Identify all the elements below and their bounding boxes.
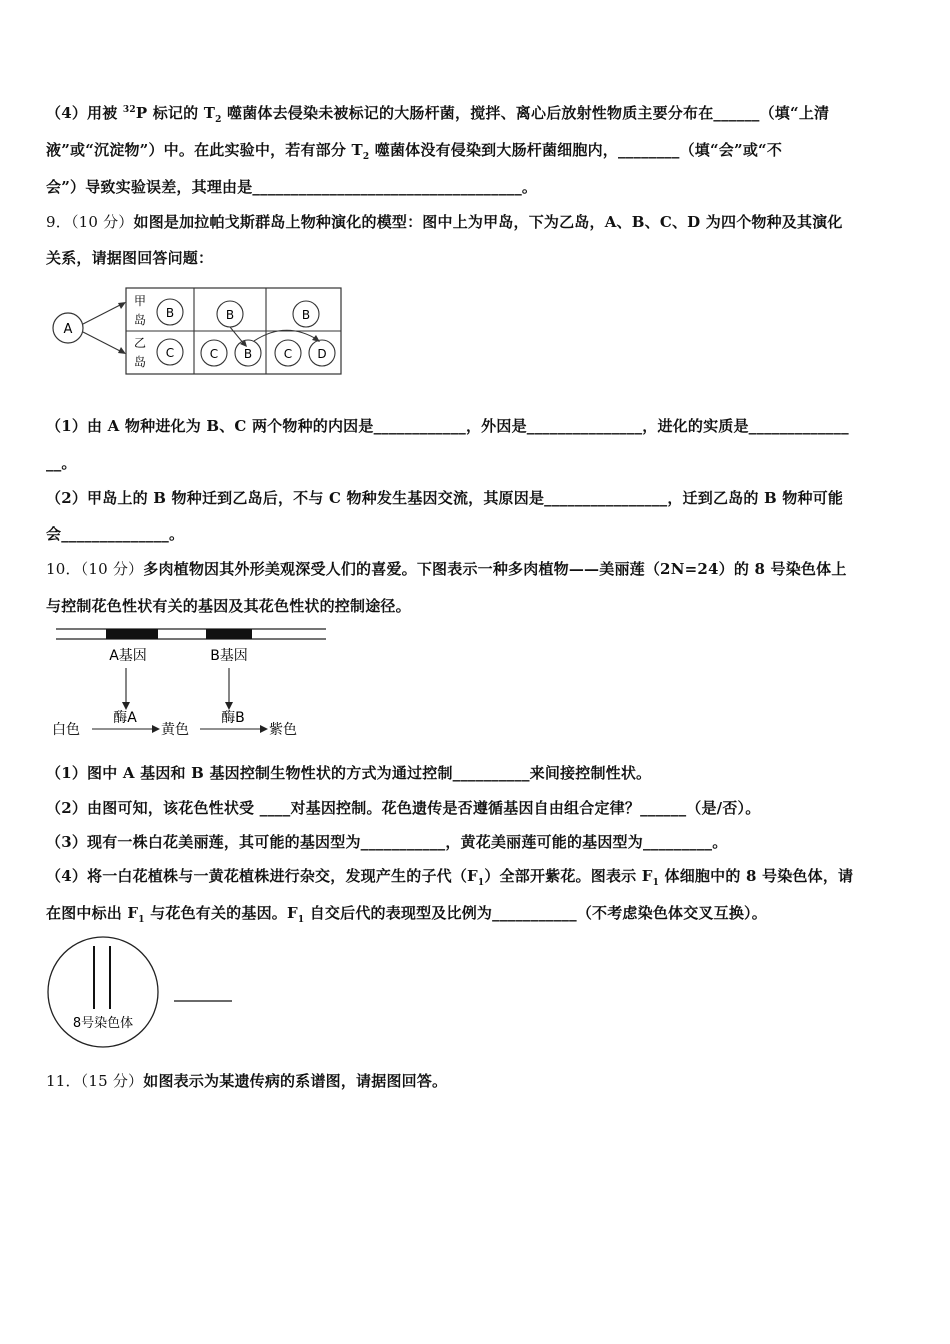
- q9-sub1-line-1: （1）由 A 物种进化为 B、C 两个物种的内因是____________，外因是_______________，进化的实质是_____________: [46, 417, 849, 435]
- q8-line-2: 液”或“沉淀物”）中。在此实验中，若有部分 $T_2$ 噬菌体没有侵染到大肠杆菌细胞内，________（填“会”或“不: [46, 141, 783, 162]
- q10-sub2: （2）由图可知，该花色性状受 ____对基因控制。花色遗传是否遵循基因自由组合定律？______（是/否）。: [46, 799, 761, 817]
- q10-stem-line-2: 与控制花色性状有关的基因及其花色性状的控制途径。: [46, 597, 411, 615]
- arrow-head: [122, 702, 130, 710]
- species-b-label: B: [243, 347, 253, 361]
- yellow-label: 黄色: [161, 722, 189, 738]
- species-a-label: A: [63, 322, 73, 337]
- white-label: 白色: [52, 722, 80, 738]
- species-c-label: C: [209, 347, 219, 361]
- chromosome-8-cell-diagram: [46, 934, 246, 1054]
- species-d-label: D: [317, 347, 327, 361]
- enzyme-a-label: 酶A: [113, 710, 137, 726]
- purple-label: 紫色: [269, 722, 297, 738]
- gene-a-label: A基因: [109, 648, 147, 664]
- chromosome-8-label: 8号染色体: [72, 1016, 134, 1031]
- q11-stem: 11．（15 分）如图表示为某遗传病的系谱图，请据图回答。: [46, 1072, 448, 1090]
- species-b-label: B: [301, 308, 311, 322]
- jia-island-label-2: 岛: [133, 313, 147, 327]
- island-evolution-diagram: [48, 284, 348, 379]
- q10-sub1: （1）图中 A 基因和 B 基因控制生物性状的方式为通过控制__________来间接控制性状。: [46, 764, 652, 782]
- jia-island-label-1: 甲: [133, 294, 147, 308]
- species-b-label: B: [225, 308, 235, 322]
- enzyme-b-label: 酶B: [221, 710, 245, 726]
- q10-sub4-line-2: 在图中标出 $F_1$ 与花色有关的基因。$F_1$ 自交后代的表现型及比例为___________（不考虑染色体交叉互换）。: [46, 904, 767, 925]
- q8-line-1: （4）用被 $^{32}$P 标记的 $T_2$ 噬菌体去侵染未被标记的大肠杆菌，搅拌、离心后放射性物质主要分布在______（填“上清: [46, 104, 830, 125]
- arrow-head: [152, 725, 160, 733]
- q10-sub3: （3）现有一株白花美丽莲，其可能的基因型为___________，黄花美丽莲可能的基因型为_________。: [46, 833, 728, 851]
- q10-stem-line-1: 10．（10 分）多肉植物因其外形美观深受人们的喜爱。下图表示一种多肉植物——美丽莲（2N=24）的 8 号染色体上: [46, 560, 847, 578]
- flower-color-pathway-diagram: [48, 624, 338, 744]
- yi-island-label-2: 岛: [133, 355, 147, 369]
- arrow-head: [312, 335, 320, 342]
- species-c-label: C: [283, 347, 293, 361]
- q9-sub1-line-2: __。: [46, 454, 77, 472]
- q9-sub2-line-2: 会______________。: [46, 525, 185, 543]
- q9-sub2-line-1: （2）甲岛上的 B 物种迁到乙岛后，不与 C 物种发生基因交流，其原因是________________，迁到乙岛的 B 物种可能: [46, 489, 844, 507]
- gene-b-band: [206, 629, 252, 639]
- gene-b-label: B基因: [210, 648, 248, 664]
- gene-a-band: [106, 629, 158, 639]
- q9-stem-line-1: 9．（10 分）如图是加拉帕戈斯群岛上物种演化的模型：图中上为甲岛，下为乙岛，A、B、C、D 为四个物种及其演化: [46, 213, 843, 231]
- arrow-head: [260, 725, 268, 733]
- q9-stem-line-2: 关系，请据图回答问题：: [46, 249, 214, 267]
- yi-island-label-1: 乙: [133, 336, 147, 350]
- species-c-label: C: [165, 346, 175, 360]
- arrow-head: [225, 702, 233, 710]
- q8-line-3: 会”）导致实验误差，其理由是___________________________________。: [46, 178, 538, 196]
- q10-sub4-line-1: （4）将一白花植株与一黄花植株进行杂交，发现产生的子代$(F_1)$全部开紫花。图表示 $F_1$ 体细胞中的 8 号染色体，请: [46, 867, 854, 888]
- species-b-label: B: [165, 306, 175, 320]
